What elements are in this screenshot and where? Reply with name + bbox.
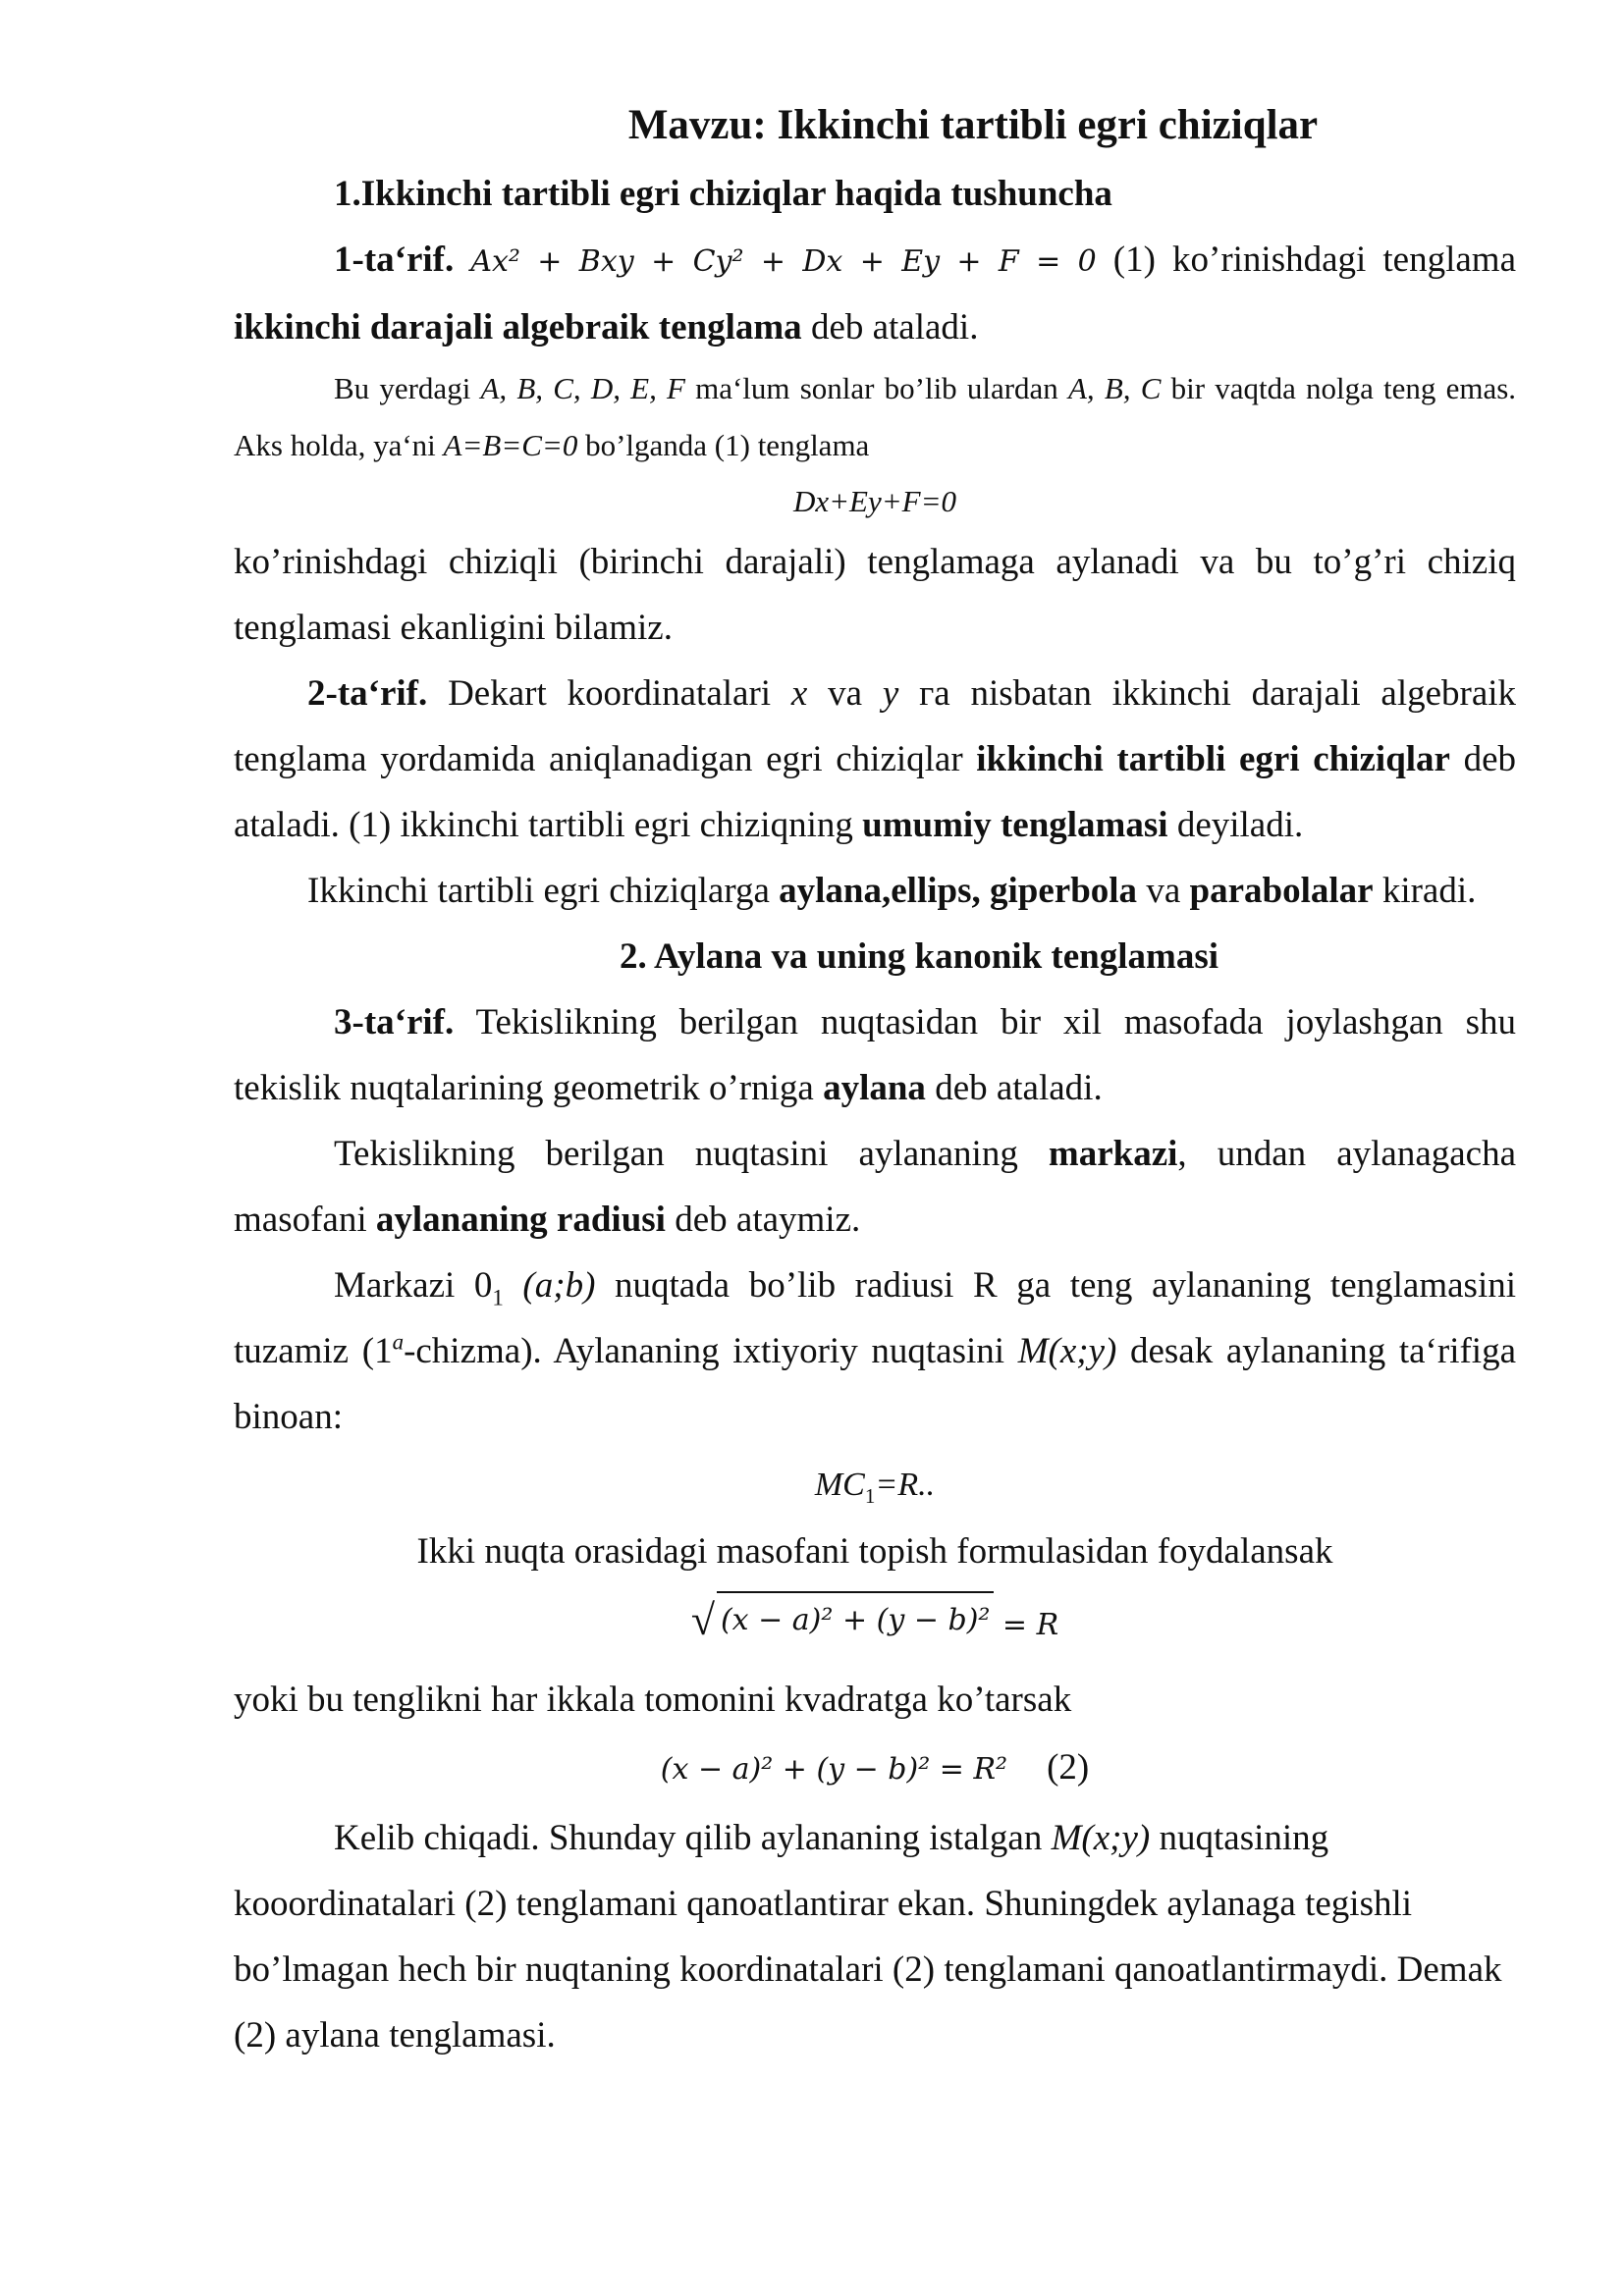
variable-x: x (790, 673, 808, 714)
definition-3-text-b: deb ataladi. (935, 1068, 1103, 1108)
markazi-subscript: 1 (492, 1285, 504, 1310)
linear-equation-text: Dx+Ey+F=0 (792, 484, 957, 518)
curves-parabola: parabolalar (1189, 871, 1374, 911)
equation-number-2: (2) (1047, 1747, 1090, 1788)
section-1-heading: 1.Ikkinchi tartibli egri chiziqlar haqida tushuncha (334, 174, 1112, 214)
curves-list: aylana,ellips, giperbola (779, 871, 1138, 911)
note-letters: A, B, C, D, E, F (480, 371, 685, 405)
definition-2-va: va (828, 673, 863, 714)
final-text-b: nuqtasining kooordinatalari (2) tenglamani qanoatlantirar ekan. Shuningdek aylanaga tegishli bo’lmagan hech bir nuqtaning koordinatalari (2) tenglamani qanoatlantirmaydi. Demak (2) aylana tenglamasi. (234, 1818, 1502, 2056)
definition-2-text-c: deb ataladi. (1) ikkinchi tartibli egri chiziqning (234, 739, 1517, 845)
markazi-text-b: nuqtada bo’lib radiusi R ga teng aylananing tenglamasini tuzamiz (1 (234, 1265, 1516, 1371)
equation-number-1: (1) (1112, 240, 1156, 280)
curves-va: va (1146, 871, 1181, 911)
definition-2-term: ikkinchi tartibli egri chiziqlar (976, 739, 1450, 779)
definition-3-label: 3-ta‘rif. (334, 1002, 455, 1042)
markazi-paragraph (234, 1253, 1516, 1450)
definition-3 (234, 989, 1516, 1121)
center-text-b: , undan aylanagacha masofani (234, 1134, 1517, 1240)
note-suffix: bir vaqtda nolga teng emas. Aks holda, ya‘ni (234, 371, 1517, 462)
sqrt-right: = R (1001, 1608, 1059, 1642)
definition-1-text-b: deb ataladi. (810, 307, 979, 347)
center-coords: (a;b) (522, 1265, 596, 1306)
distance-text: Ikki nuqta orasidagi masofani topish formulasidan foydalansak (416, 1531, 1333, 1572)
definition-3-text-a: Tekislikning berilgan nuqtasidan bir xil masofada joylashgan shu tekislik nuqtalarining geometrik o’rniga (234, 1002, 1516, 1108)
note-tail: bo’lganda (1) tenglama (585, 428, 870, 462)
general-equation: Ax² + Bxy + Cy² + Dx + Ey + F = 0 (470, 244, 1097, 279)
equation-sqrt (234, 1583, 1516, 1667)
sqrt-body: (x − a)² + (y − b)² (717, 1591, 994, 1648)
sqrt-icon: √ (690, 1596, 715, 1644)
equation-mc-sub: 1 (864, 1483, 876, 1508)
definition-3-term: aylana (823, 1068, 926, 1108)
definition-2-label: 2-ta‘rif. (307, 673, 428, 714)
variable-y: y (882, 673, 899, 714)
definition-2-text-a: Dekart koordinatalari (448, 673, 772, 714)
sqrt-expression (691, 1591, 995, 1650)
linear-equation (234, 474, 1516, 529)
center-radius-paragraph (234, 1121, 1516, 1253)
circle-equation: (x − a)² + (y − b)² = R² (660, 1752, 1008, 1787)
definition-2-text-b: га nisbatan ikkinchi darajali algebraik tenglama yordamida aniqlanadigan egri chiziqlar (234, 673, 1517, 779)
markazi-text-d: desak aylananing ta‘rifiga binoan: (234, 1331, 1517, 1437)
equation-mc-left: MC (814, 1467, 865, 1503)
center-text-c: deb ataymiz. (675, 1200, 861, 1240)
equation-mc-right: =R.. (875, 1467, 936, 1503)
note-letters-2: A, B, C (1068, 371, 1162, 405)
center-term: markazi (1048, 1134, 1178, 1174)
definition-1-term: ikkinchi darajali algebraik tenglama (234, 307, 802, 347)
section-2-heading: 2. Aylana va uning kanonik tenglamasi (620, 936, 1218, 977)
point-m: M(x;y) (1017, 1331, 1117, 1371)
final-paragraph (234, 1805, 1516, 2068)
center-text-a: Tekislikning berilgan nuqtasini aylananing (334, 1134, 1018, 1174)
radius-term: aylananing radiusi (375, 1200, 666, 1240)
final-point: M(x;y) (1051, 1818, 1151, 1858)
equation-mc (234, 1450, 1516, 1521)
curves-text-b: kiradi. (1381, 871, 1477, 911)
page-title: Mavzu: Ikkinchi tartibli egri chiziqlar (627, 102, 1319, 148)
curves-paragraph (234, 858, 1516, 924)
markazi-superscript: a (392, 1329, 405, 1355)
markazi-text-c: -chizma). Aylananing ixtiyoriy nuqtasini (404, 1331, 1005, 1371)
definition-2-text-d: deyiladi. (1176, 805, 1304, 845)
definition-1 (234, 227, 1516, 360)
linear-paragraph: ko’rinishdagi chiziqli (birinchi darajali) tenglamaga aylanadi va bu to’g’ri chiziq tenglamasi ekanligini bilamiz. (234, 542, 1516, 648)
final-text-a: Kelib chiqadi. Shunday qilib aylananing istalgan (334, 1818, 1043, 1858)
curves-text-a: Ikkinchi tartibli egri chiziqlarga (307, 871, 770, 911)
definition-2 (234, 661, 1516, 858)
definition-1-text-a: ko’rinishdagi tenglama (1172, 240, 1516, 280)
note-middle: ma‘lum sonlar bo’lib ulardan (695, 371, 1058, 405)
markazi-text-a: Markazi 0 (334, 1265, 493, 1306)
definition-2-term-2: umumiy tenglamasi (862, 805, 1168, 845)
square-text: yoki bu tenglikni har ikkala tomonini kvadratga ko’tarsak (234, 1680, 1072, 1720)
note-prefix: Bu yerdagi (334, 371, 471, 405)
definition-1-label: 1-ta‘rif. (334, 240, 455, 280)
document-body (234, 90, 1516, 2068)
note-condition: A=B=C=0 (443, 428, 578, 462)
equation-circle (234, 1733, 1516, 1805)
note-coefficients (234, 360, 1516, 474)
